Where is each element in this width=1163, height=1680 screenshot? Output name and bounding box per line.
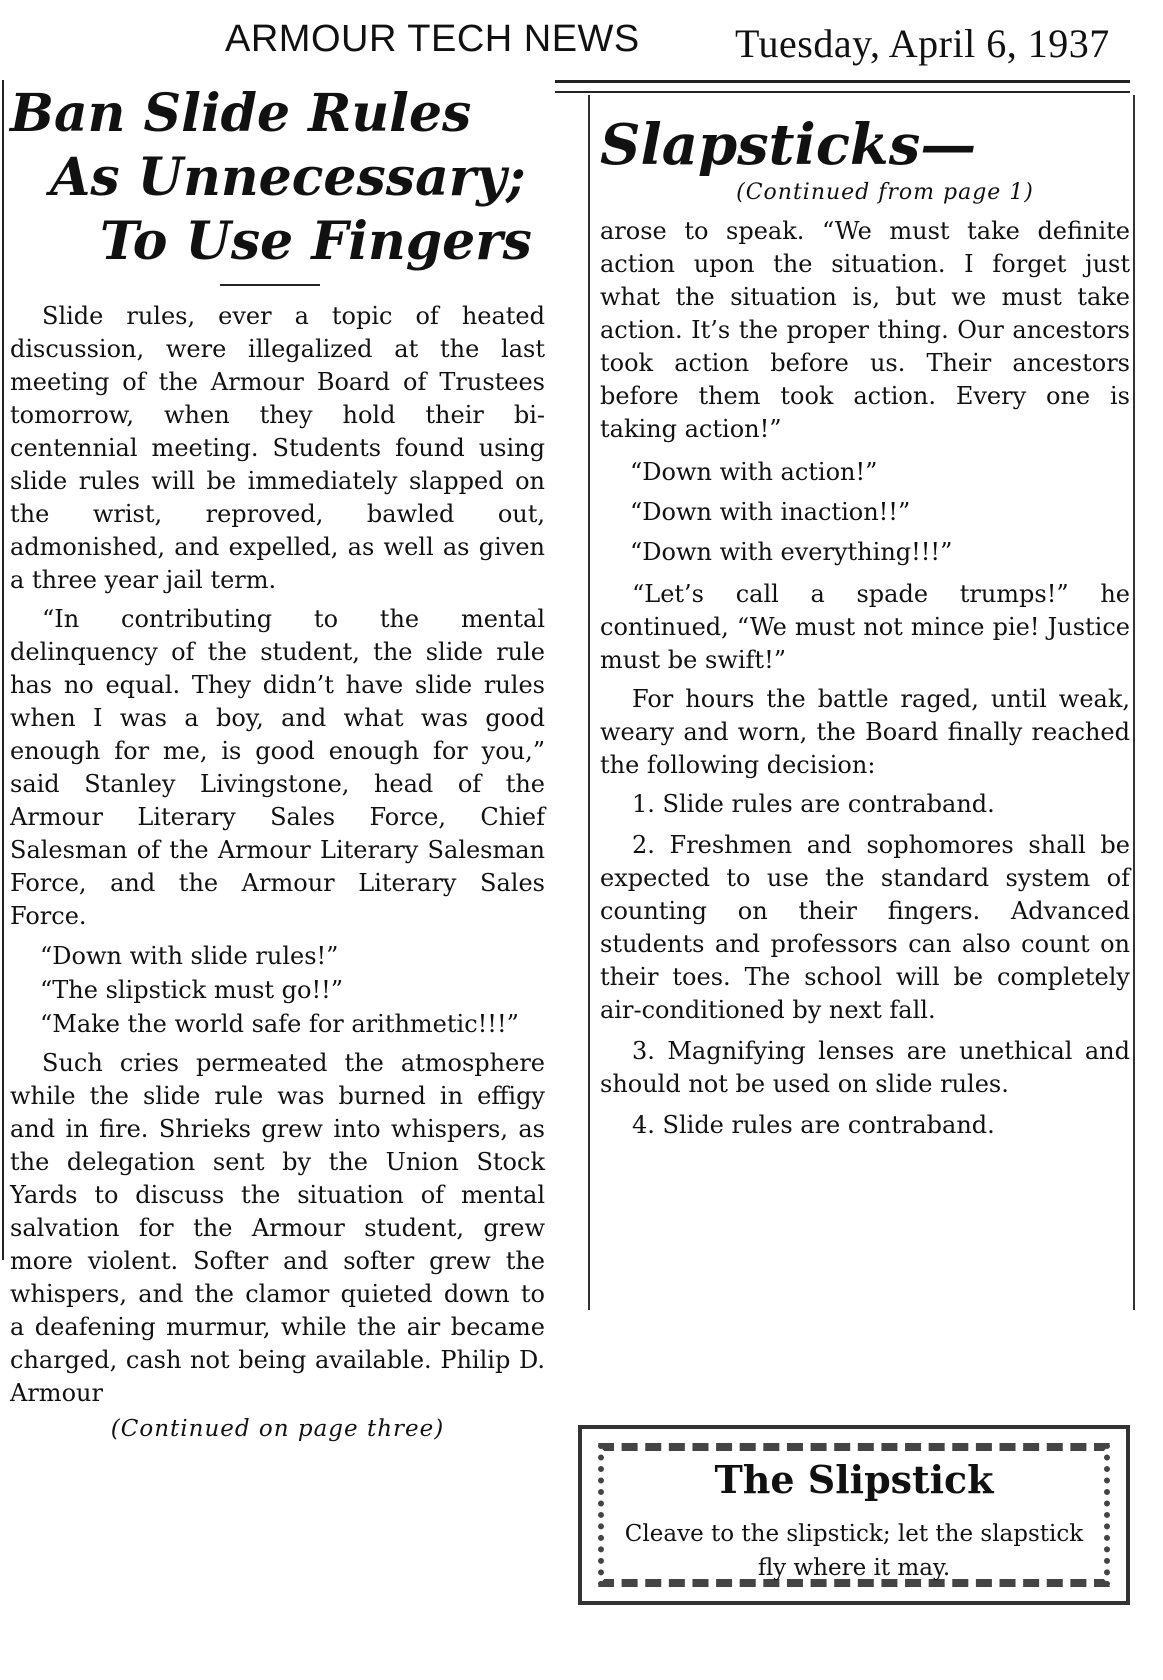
quote-line: “Down with everything!!!”	[630, 538, 953, 566]
right-headline: Slapsticks—	[600, 112, 977, 178]
column-rule-left	[2, 80, 4, 1260]
quote-line: “The slipstick must go!!”	[40, 976, 344, 1004]
headline-line-2: As Unnecessary;	[50, 147, 526, 208]
decision-item: 4. Slide rules are contraband.	[632, 1111, 995, 1139]
continued-on-note: (Continued on page three)	[110, 1416, 445, 1442]
article-paragraph: “In contributing to the mental delinquency of the student, the slide rule has no equal. They didn’t have slide rules when I was a boy, and what was good enough for me, is good enough for you,” said Stanley Livingstone, head of the Armour Literary Sales Force, Chief Salesman of the Armour Literary Salesman Force, and the Armour Literary Sales Force.	[10, 605, 545, 930]
article-paragraph: For hours the battle raged, until weak, weary and worn, the Board finally reached the following decision:	[600, 685, 1130, 779]
decision-item: 1. Slide rules are contraband.	[632, 790, 995, 818]
box-motto: Cleave to the slipstick; let the slapstick fly where it may.	[624, 1521, 1084, 1581]
article-paragraph: Such cries permeated the atmosphere while the slide rule was burned in effigy and in fire. Shrieks grew into whispers, as the delegation sent by the Union Stock Yards to discuss the situation of mental salvation for the Armour student, grew more violent. Softer and softer grew the whispers, and the clamor quieted down to a deafening murmur, while the air became charged, cash not being available. Philip D. Armour	[10, 1049, 545, 1407]
box-title: The Slipstick	[714, 1457, 994, 1502]
decision-item: 3. Magnifying lenses are unethical and should not be used on slide rules.	[600, 1037, 1130, 1098]
left-article	[10, 82, 545, 1442]
right-article	[600, 110, 1130, 1150]
headline-line-1: Ban Slide Rules	[10, 83, 472, 144]
masthead	[225, 18, 1145, 68]
quote-line: “Make the world safe for arithmetic!!!”	[40, 1010, 519, 1038]
newspaper-name: ARMOUR TECH NEWS	[225, 18, 640, 60]
left-headline	[10, 82, 545, 274]
article-paragraph: Slide rules, ever a topic of heated discussion, were illegalized at the last meeting of the Armour Board of Trustees tomorrow, when they hold their bi-centennial meeting. Students found using slide rules will be immediately slapped on the wrist, reproved, bawled out, admonished, and expelled, as well as given a three year jail term.	[10, 302, 545, 594]
quote-line: “Down with slide rules!”	[40, 942, 339, 970]
quote-line: “Down with action!”	[630, 458, 878, 486]
continued-from-note: (Continued from page 1)	[736, 180, 1034, 205]
column-rule-middle	[588, 95, 590, 1310]
headline-divider	[220, 284, 320, 286]
article-paragraph: “Let’s call a spade trumps!” he continued, “We must not mince pie! Justice must be swift!”	[600, 580, 1130, 674]
issue-date: Tuesday, April 6, 1937	[735, 21, 1110, 66]
headline-line-3: To Use Fingers	[100, 211, 532, 272]
quote-line: “Down with inaction!!”	[630, 498, 911, 526]
masthead-rule	[555, 80, 1130, 93]
decision-item: 2. Freshmen and sophomores shall be expected to use the standard system of counting on their fingers. Advanced students and professors can also count on their toes. The school will be completely air-conditioned by next fall.	[600, 831, 1130, 1024]
slipstick-box	[578, 1425, 1130, 1605]
article-paragraph: arose to speak. “We must take definite action upon the situation. I forget just what the situation is, but we must take action. It’s the proper thing. Our ancestors took action before us. Their ancestors before them took action. Every one is taking action!”	[600, 217, 1130, 443]
column-rule-right	[1133, 95, 1135, 1310]
